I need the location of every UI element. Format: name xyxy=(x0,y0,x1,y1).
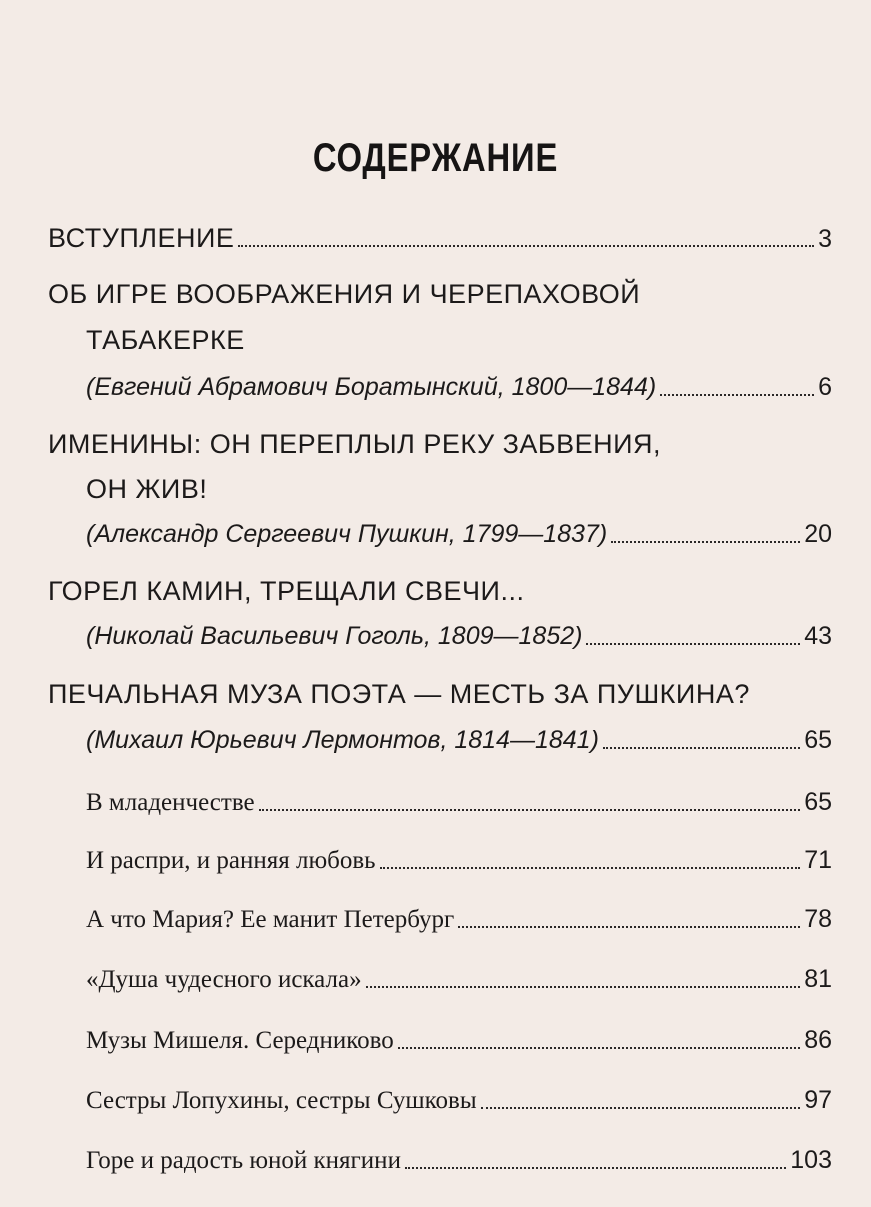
entry-author: (Михаил Юрьевич Лермонтов, 1814—1841) xyxy=(86,726,599,754)
dot-leader xyxy=(611,541,800,543)
dot-leader xyxy=(238,245,814,247)
page-number: 71 xyxy=(804,846,832,874)
page-number: 103 xyxy=(790,1146,832,1174)
dot-leader xyxy=(398,1047,800,1049)
page-number: 65 xyxy=(804,788,832,816)
subentry-title: Сестры Лопухины, сестры Сушковы xyxy=(86,1087,477,1114)
page-number: 65 xyxy=(804,726,832,754)
toc-subentry[interactable] xyxy=(86,842,832,878)
toc-entry-introduction[interactable] xyxy=(48,220,832,256)
toc-subentry[interactable] xyxy=(86,961,832,997)
page-number: 43 xyxy=(804,622,832,650)
entry-author: (Евгений Абрамович Боратынский, 1800—1844) xyxy=(86,373,657,401)
dot-leader xyxy=(259,809,801,811)
toc-subentry[interactable] xyxy=(86,784,832,820)
toc-subentry[interactable] xyxy=(86,1022,832,1058)
page-number: 97 xyxy=(804,1086,832,1114)
toc-entry-baratynsky[interactable] xyxy=(86,369,832,405)
toc-entry-gogol[interactable] xyxy=(86,618,832,654)
entry-title-line: ИМЕНИНЫ: ОН ПЕРЕПЛЫЛ РЕКУ ЗАБВЕНИЯ, xyxy=(48,429,662,459)
entry-author: (Александр Сергеевич Пушкин, 1799—1837) xyxy=(86,520,608,548)
page-number: 6 xyxy=(818,373,832,401)
entry-title-line: ОН ЖИВ! xyxy=(86,474,208,504)
entry-title-line: ТАБАКЕРКЕ xyxy=(86,325,245,355)
subentry-title: Горе и радость юной княгини xyxy=(86,1147,401,1174)
dot-leader xyxy=(458,926,800,928)
dot-leader xyxy=(380,867,801,869)
subentry-title: Музы Мишеля. Середниково xyxy=(86,1027,394,1054)
toc-title: СОДЕРЖАНИЕ xyxy=(312,136,559,180)
page-number: 3 xyxy=(818,225,832,253)
entry-title-line: ГОРЕЛ КАМИН, ТРЕЩАЛИ СВЕЧИ... xyxy=(48,576,525,606)
page-number: 78 xyxy=(804,905,832,933)
dot-leader xyxy=(405,1167,786,1169)
page-number: 86 xyxy=(804,1026,832,1054)
subentry-title: И распри, и ранняя любовь xyxy=(86,847,376,874)
toc-subentry[interactable] xyxy=(86,1142,832,1178)
entry-author: (Николай Васильевич Гоголь, 1809—1852) xyxy=(86,622,583,650)
dot-leader xyxy=(603,747,800,749)
subentry-title: А что Мария? Ее манит Петербург xyxy=(86,906,455,933)
page-number: 81 xyxy=(804,965,832,993)
toc-subentry[interactable] xyxy=(86,901,832,937)
subentry-title: В младенчестве xyxy=(86,789,255,816)
toc-subentry[interactable] xyxy=(86,1082,832,1118)
dot-leader xyxy=(366,986,801,988)
page-number: 20 xyxy=(804,520,832,548)
entry-title-line: ПЕЧАЛЬНАЯ МУЗА ПОЭТА — МЕСТЬ ЗА ПУШКИНА? xyxy=(48,679,750,709)
entry-title: ВСТУПЛЕНИЕ xyxy=(48,223,235,253)
subentry-title: «Душа чудесного искала» xyxy=(86,966,362,993)
dot-leader xyxy=(660,394,814,396)
toc-entry-pushkin[interactable] xyxy=(86,516,832,552)
entry-title-line: ОБ ИГРЕ ВООБРАЖЕНИЯ И ЧЕРЕПАХОВОЙ xyxy=(48,279,641,309)
dot-leader xyxy=(481,1107,801,1109)
dot-leader xyxy=(586,643,800,645)
toc-entry-lermontov[interactable] xyxy=(86,722,832,758)
